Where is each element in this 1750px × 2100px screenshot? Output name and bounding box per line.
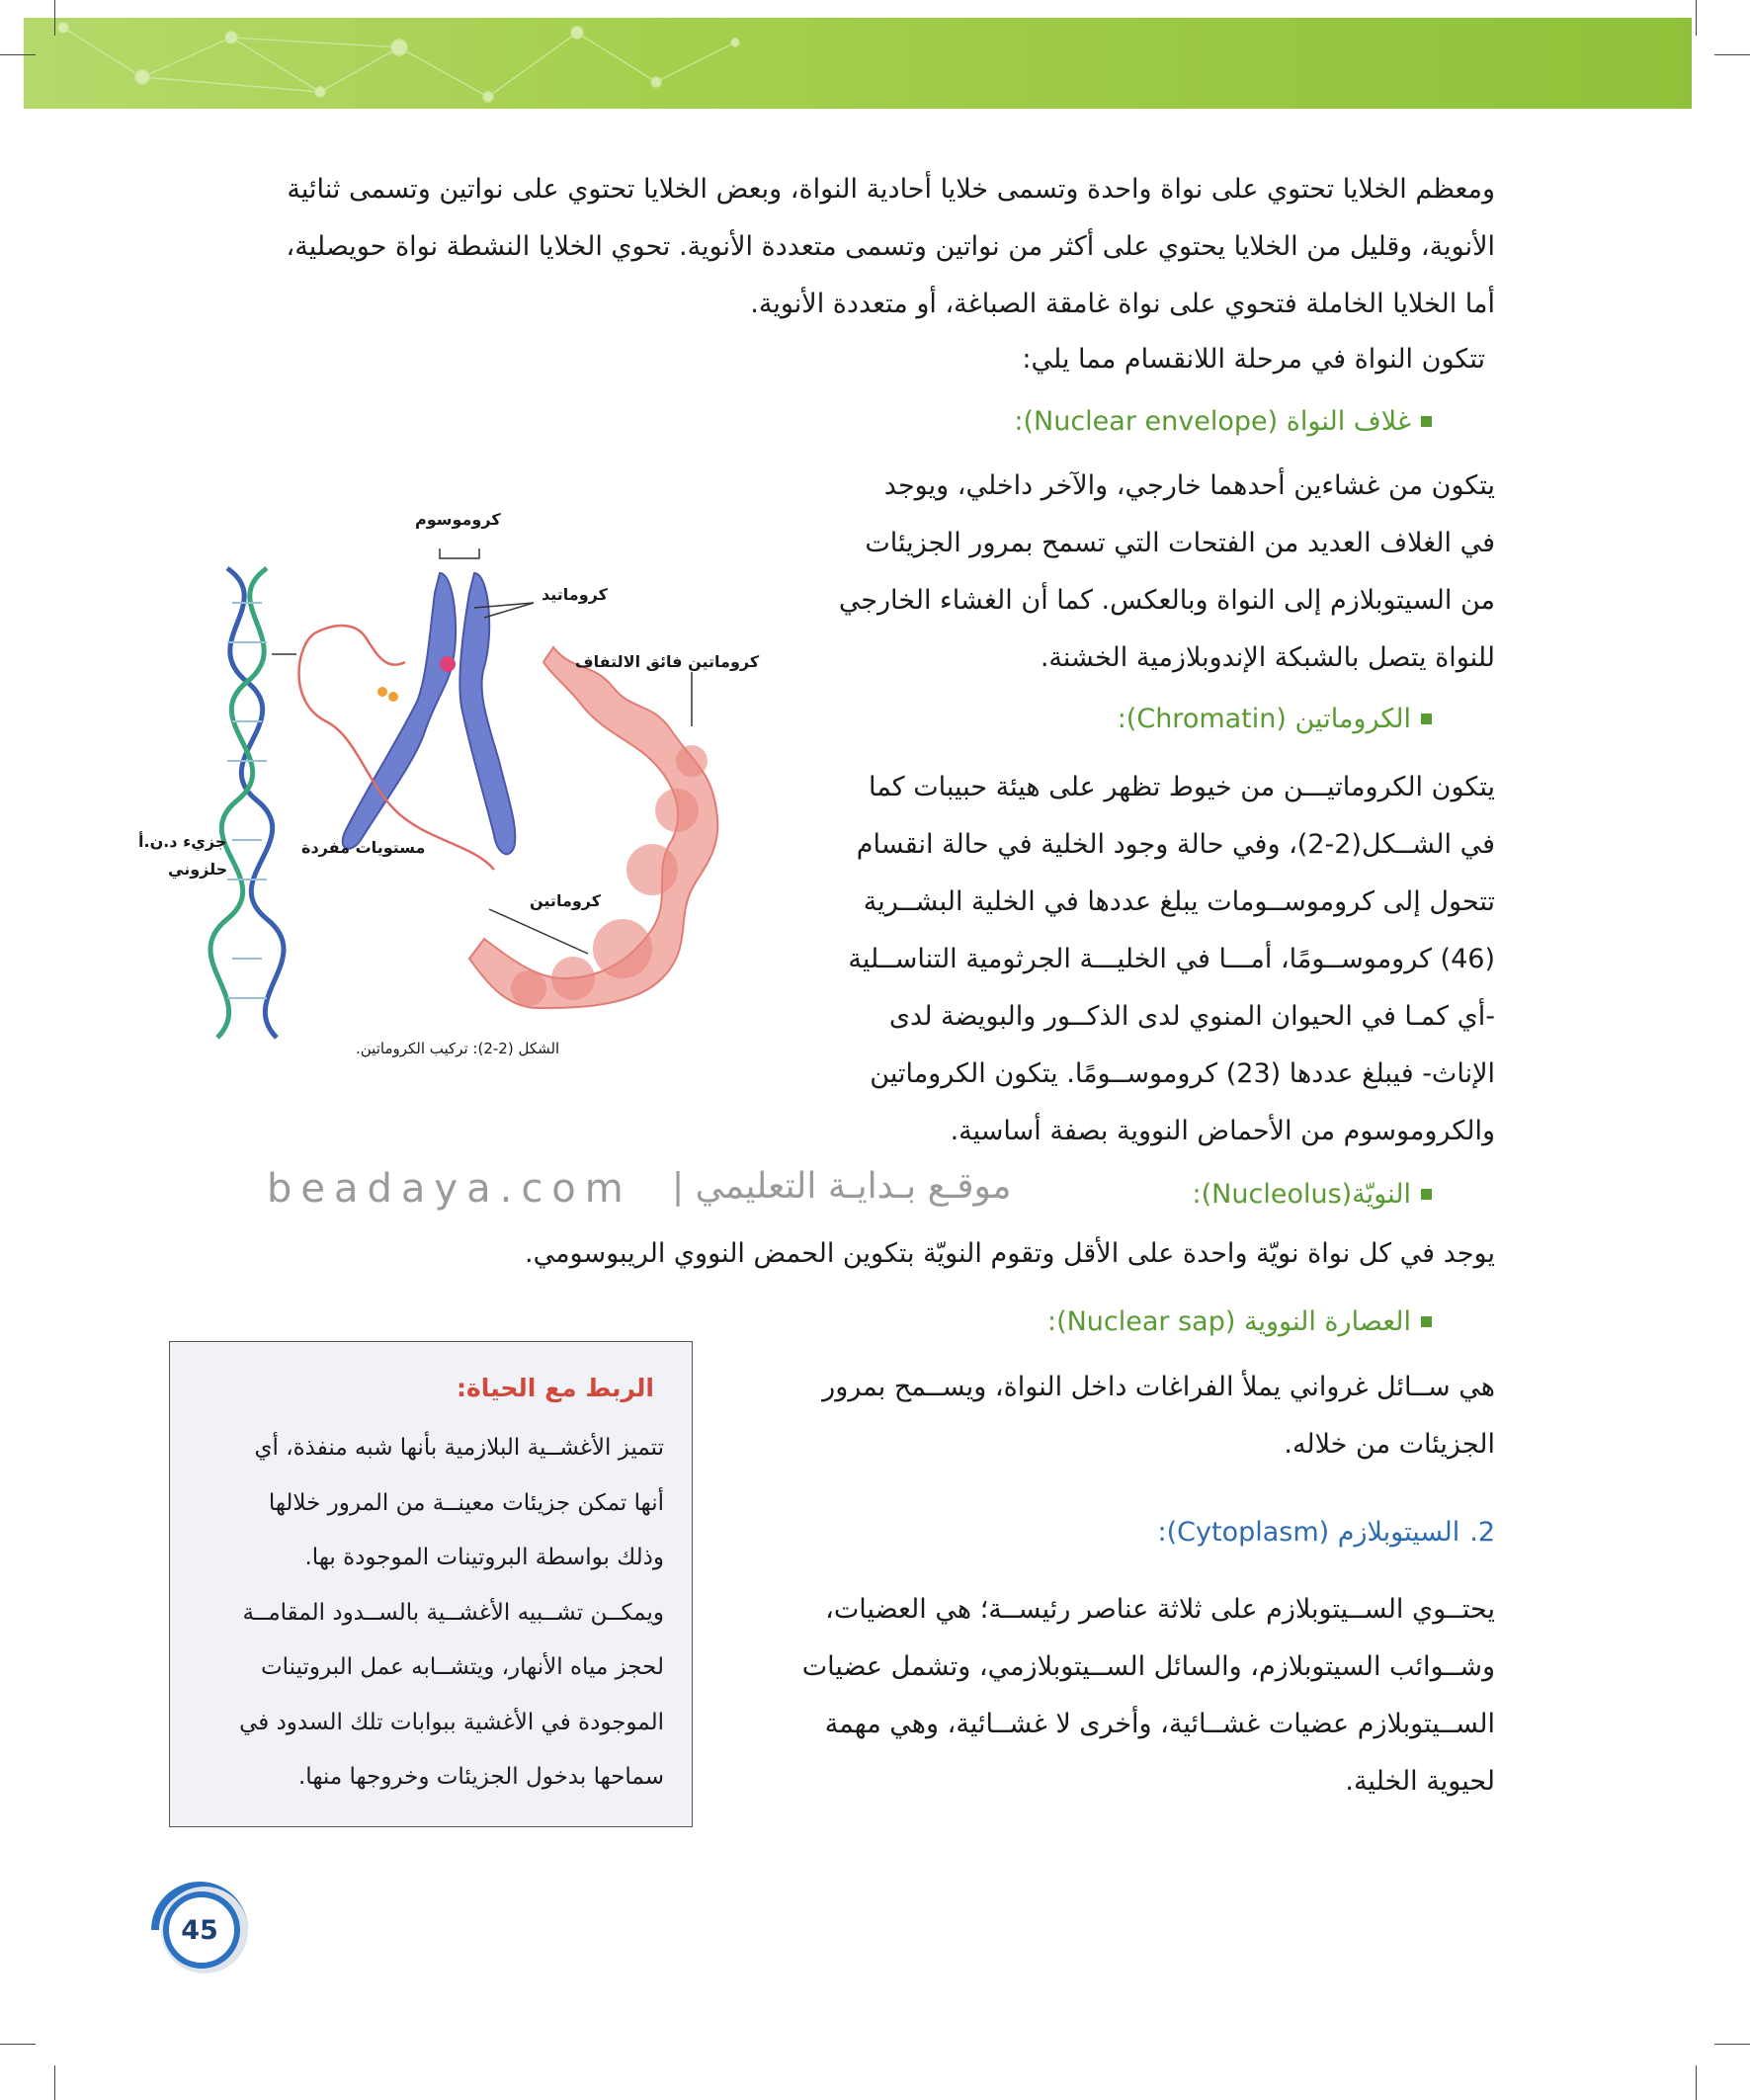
chromatin-title: الكروماتين (Chromatin):	[1117, 704, 1411, 734]
crop-mark	[0, 2044, 36, 2045]
sap-heading	[1047, 1306, 1432, 1337]
lifebox-line: الموجودة في الأغشية ببوابات تلك السدود في	[239, 1709, 664, 1735]
label-chromatid: كروماتيد	[542, 585, 608, 604]
page-number-badge	[150, 1881, 249, 1979]
watermark-arabic: موقـع بـدايـة التعليمي |	[672, 1166, 1012, 1207]
bullet-square-icon	[1421, 1316, 1432, 1327]
nucleolus-title: النويّة(Nucleolus):	[1192, 1179, 1411, 1210]
chromatin-line: (46) كروموســومًا، أمـــا في الخليـــة الجرثومية التناســلية	[848, 944, 1495, 974]
watermark-latin: beadaya.com	[267, 1166, 632, 1212]
crop-mark	[1696, 0, 1697, 36]
nucleosome-icon	[377, 687, 398, 702]
centromere-icon	[440, 656, 456, 672]
nucleolus-heading	[1193, 1179, 1432, 1210]
chromatin-structure-illustration	[138, 514, 771, 1067]
crop-mark	[1696, 2065, 1697, 2100]
life-connection-body	[200, 1421, 664, 1806]
label-chromosome: كروموسوم	[415, 510, 501, 529]
bullet-square-icon	[1421, 1189, 1432, 1200]
cytoplasm-line: وشــوائب السيتوبلازم، والسائل الســيتوبلازمي، وتشمل عضيات	[801, 1651, 1495, 1682]
network-pattern-icon	[24, 18, 1692, 109]
bullet-square-icon	[1421, 416, 1432, 427]
crop-mark	[54, 2065, 55, 2100]
chromatin-line: والكروموسوم من الأحماض النووية بصفة أساسية.	[950, 1116, 1495, 1146]
envelope-line: يتكون من غشاءين أحدهما خارجي، والآخر داخلي، ويوجد	[883, 470, 1495, 501]
page-number: 45	[181, 1914, 218, 1946]
cytoplasm-line: لحيوية الخلية.	[1345, 1766, 1495, 1797]
dna-helix-icon	[210, 568, 284, 1038]
envelope-line: من السيتوبلازم إلى النواة وبالعكس. كما أن الغشاء الخارجي	[838, 585, 1495, 616]
lifebox-line: لحجز مياه الأنهار، ويتشــابه عمل البروتينات	[260, 1654, 664, 1680]
lifebox-line: ويمكــن تشــبيه الأغشــية بالســدود المقامــة	[242, 1599, 664, 1626]
intro-lead: تتكون النواة في مرحلة اللانقسام مما يلي:	[1022, 344, 1485, 375]
cytoplasm-paragraph	[744, 1581, 1495, 1810]
envelope-title: غلاف النواة (Nuclear envelope):	[1014, 406, 1411, 437]
crop-mark	[1714, 2044, 1750, 2045]
sap-line: هي ســائل غرواني يملأ الفراغات داخل النواة، ويســمح بمرور	[822, 1372, 1495, 1402]
chromatin-figure	[138, 510, 771, 1071]
chromosome-icon	[343, 573, 516, 854]
chromatin-line: في الشــكل(2-2)، وفي حالة وجود الخلية في حالة انقسام	[856, 829, 1495, 860]
cytoplasm-heading	[1158, 1517, 1495, 1548]
label-nucleosomes: مستويات مفردة	[301, 838, 426, 857]
cytoplasm-title: السيتوبلازم (Cytoplasm):	[1157, 1517, 1460, 1548]
envelope-line: في الغلاف العديد من الفتحات التي تسمح بمرور الجزيئات	[865, 528, 1495, 558]
sap-paragraph	[744, 1359, 1495, 1473]
header-banner	[24, 18, 1692, 109]
chromatin-line: يتكون الكروماتيـــن من خيوط تظهر على هيئة حبيبات كما	[868, 772, 1495, 802]
nucleolus-paragraph: يوجد في كل نواة نويّة واحدة على الأقل وتقوم النويّة بتكوين الحمض النووي الريبوسومي.	[524, 1238, 1495, 1269]
chromatin-heading	[1118, 704, 1432, 734]
lifebox-line: وذلك بواسطة البروتينات الموجودة بها.	[304, 1545, 664, 1570]
life-connection-box	[169, 1341, 693, 1827]
intro-paragraph	[151, 161, 1495, 333]
intro-line: أما الخلايا الخاملة فتحوي على نواة غامقة الصباغة، أو متعددة الأنوية.	[750, 289, 1495, 319]
intro-line: ومعظم الخلايا تحتوي على نواة واحدة وتسمى خلايا أحادية النواة، وبعض الخلايا تحتوي على نواتين وتسمى ثنائية	[287, 174, 1495, 205]
lifebox-line: أنها تمكن جزيئات معينــة من المرور خلالها	[268, 1489, 664, 1516]
envelope-heading	[1014, 406, 1432, 437]
lifebox-line: تتميز الأغشــية البلازمية بأنها شبه منفذة، أي	[254, 1435, 664, 1461]
envelope-line: للنواة يتصل بالشبكة الإندوبلازمية الخشنة.	[1040, 642, 1495, 673]
chromatin-paragraph	[803, 759, 1495, 1160]
lifebox-line: سماحها بدخول الجزيئات وخروجها منها.	[298, 1764, 664, 1790]
crop-mark	[1714, 54, 1750, 55]
label-chromatin: كروماتين	[530, 891, 602, 910]
intro-line: الأنوية، وقليل من الخلايا يحتوي على أكثر من نواتين وتسمى متعددة الأنوية. تحوي الخلايا النشطة نواة حويصلية،	[286, 231, 1495, 262]
sap-line: الجزيئات من خلاله.	[1284, 1429, 1495, 1460]
chromatin-line: -أي كمـا في الحيوان المنوي لدى الذكــور والبويضة لدى	[888, 1001, 1495, 1032]
crop-mark	[0, 54, 36, 55]
cytoplasm-line: يحتــوي الســيتوبلازم على ثلاثة عناصر رئيســة؛ هي العضيات،	[825, 1594, 1495, 1625]
envelope-paragraph	[803, 458, 1495, 687]
label-dna-2: حلزوني	[168, 860, 228, 879]
chromatin-line: تتحول إلى كروموســومات يبلغ عددها في الخلية البشــرية	[863, 886, 1495, 917]
bullet-square-icon	[1421, 714, 1432, 724]
crop-mark	[54, 0, 55, 36]
chromatin-line: الإناث- فيبلغ عددها (23) كروموســومًا. يتكون الكروماتين	[870, 1058, 1495, 1089]
label-dna: جزيء د.ن.أ	[138, 832, 227, 851]
sap-title: العصارة النووية (Nuclear sap):	[1046, 1306, 1411, 1337]
figure-caption: الشكل (2-2): تركيب الكروماتين.	[356, 1040, 560, 1057]
label-supercoiled: كروماتين فائق الالتفاف	[575, 652, 760, 671]
cytoplasm-number: 2.	[1469, 1517, 1495, 1548]
life-connection-title: الربط مع الحياة:	[457, 1374, 654, 1402]
cytoplasm-line: الســيتوبلازم عضيات غشــائية، وأخرى لا غشــائية، وهي مهمة	[824, 1709, 1495, 1739]
